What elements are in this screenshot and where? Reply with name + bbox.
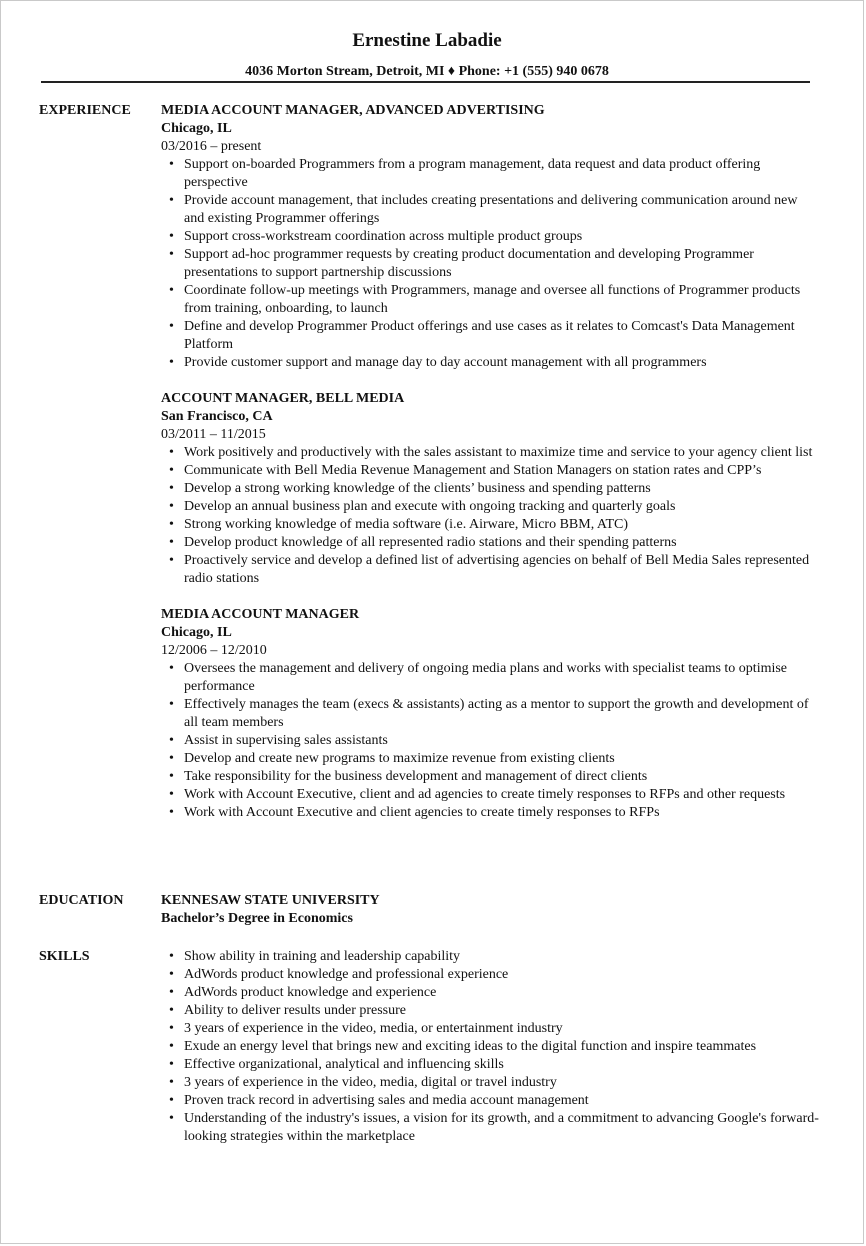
skill-item: • Effective organizational, analytical and influencing skills	[161, 1056, 821, 1074]
skills-list	[161, 948, 821, 1146]
skill-item: • Ability to deliver results under pressure	[161, 1002, 821, 1020]
skill-item: • Exude an energy level that brings new and exciting ideas to the digital function and inspire teammates	[161, 1038, 821, 1056]
bullet-item: • Provide account management, that includes creating presentations and delivering communication around new and existing Programmer offerings	[161, 192, 821, 228]
skill-item: • 3 years of experience in the video, media, or entertainment industry	[161, 1020, 821, 1038]
school-name: KENNESAW STATE UNIVERSITY	[161, 893, 380, 908]
bullet-item: • Support ad-hoc programmer requests by creating product documentation and developing Programmer presentations to support partnership discussions	[161, 246, 821, 282]
bullet-item: • Work with Account Executive, client and ad agencies to create timely responses to RFPs and other requests	[161, 786, 821, 804]
candidate-name: Ernestine Labadie	[352, 30, 502, 51]
job-bullets	[161, 156, 821, 372]
bullet-item: • Strong working knowledge of media software (i.e. Airware, Micro BBM, ATC)	[161, 516, 821, 534]
bullet-item: • Support cross-workstream coordination across multiple product groups	[161, 228, 821, 246]
bullet-item: • Effectively manages the team (execs & assistants) acting as a mentor to support the growth and development of all team members	[161, 696, 821, 732]
skill-item: • Show ability in training and leadership capability	[161, 948, 821, 966]
job-title: ACCOUNT MANAGER, BELL MEDIA	[161, 391, 405, 406]
skill-item: • AdWords product knowledge and professional experience	[161, 966, 821, 984]
education-heading: EDUCATION	[39, 893, 124, 908]
bullet-item: • Work positively and productively with the sales assistant to maximize time and service to your agency client list	[161, 444, 821, 462]
header-divider	[41, 81, 810, 83]
skills-heading: SKILLS	[39, 949, 90, 964]
job-title: MEDIA ACCOUNT MANAGER, ADVANCED ADVERTISING	[161, 103, 545, 118]
job-bullets	[161, 444, 821, 588]
experience-body	[161, 102, 821, 840]
bullet-item: • Develop product knowledge of all represented radio stations and their spending patterns	[161, 534, 821, 552]
skill-item: • AdWords product knowledge and experience	[161, 984, 821, 1002]
bullet-item: • Communicate with Bell Media Revenue Management and Station Managers on station rates and CPP’s	[161, 462, 821, 480]
job-entry	[161, 102, 821, 372]
job-entry	[161, 390, 821, 588]
skill-item: • Understanding of the industry's issues, a vision for its growth, and a commitment to advancing Google's forward-looking strategies within the marketplace	[161, 1110, 821, 1146]
education-body	[161, 892, 821, 928]
job-location: Chicago, IL	[161, 625, 232, 640]
bullet-item: • Support on-boarded Programmers from a program management, data request and data product offering perspective	[161, 156, 821, 192]
job-location: San Francisco, CA	[161, 409, 273, 424]
bullet-item: • Proactively service and develop a defined list of advertising agencies on behalf of Bell Media Sales represented radio stations	[161, 552, 821, 588]
job-dates: 12/2006 – 12/2010	[161, 643, 267, 658]
job-dates: 03/2016 – present	[161, 139, 262, 154]
skill-item: • Proven track record in advertising sales and media account management	[161, 1092, 821, 1110]
experience-heading: EXPERIENCE	[39, 103, 131, 118]
bullet-item: • Develop and create new programs to maximize revenue from existing clients	[161, 750, 821, 768]
bullet-item: • Define and develop Programmer Product offerings and use cases as it relates to Comcast's Data Management Platform	[161, 318, 821, 354]
bullet-item: • Coordinate follow-up meetings with Programmers, manage and oversee all functions of Programmer products from training, onboarding, to launch	[161, 282, 821, 318]
bullet-item: • Develop an annual business plan and execute with ongoing tracking and quarterly goals	[161, 498, 821, 516]
skills-body	[161, 948, 821, 1146]
contact-line: 4036 Morton Stream, Detroit, MI ♦ Phone: +1 (555) 940 0678	[245, 64, 609, 79]
job-dates: 03/2011 – 11/2015	[161, 427, 266, 442]
job-bullets	[161, 660, 821, 822]
bullet-item: • Develop a strong working knowledge of the clients’ business and spending patterns	[161, 480, 821, 498]
degree-name: Bachelor’s Degree in Economics	[161, 911, 353, 926]
bullet-item: • Oversees the management and delivery of ongoing media plans and works with specialist teams to optimise performance	[161, 660, 821, 696]
bullet-item: • Work with Account Executive and client agencies to create timely responses to RFPs	[161, 804, 821, 822]
job-title: MEDIA ACCOUNT MANAGER	[161, 607, 360, 622]
job-location: Chicago, IL	[161, 121, 232, 136]
bullet-item: • Provide customer support and manage day to day account management with all programmers	[161, 354, 821, 372]
bullet-item: • Take responsibility for the business development and management of direct clients	[161, 768, 821, 786]
job-entry	[161, 606, 821, 822]
bullet-item: • Assist in supervising sales assistants	[161, 732, 821, 750]
skill-item: • 3 years of experience in the video, media, digital or travel industry	[161, 1074, 821, 1092]
